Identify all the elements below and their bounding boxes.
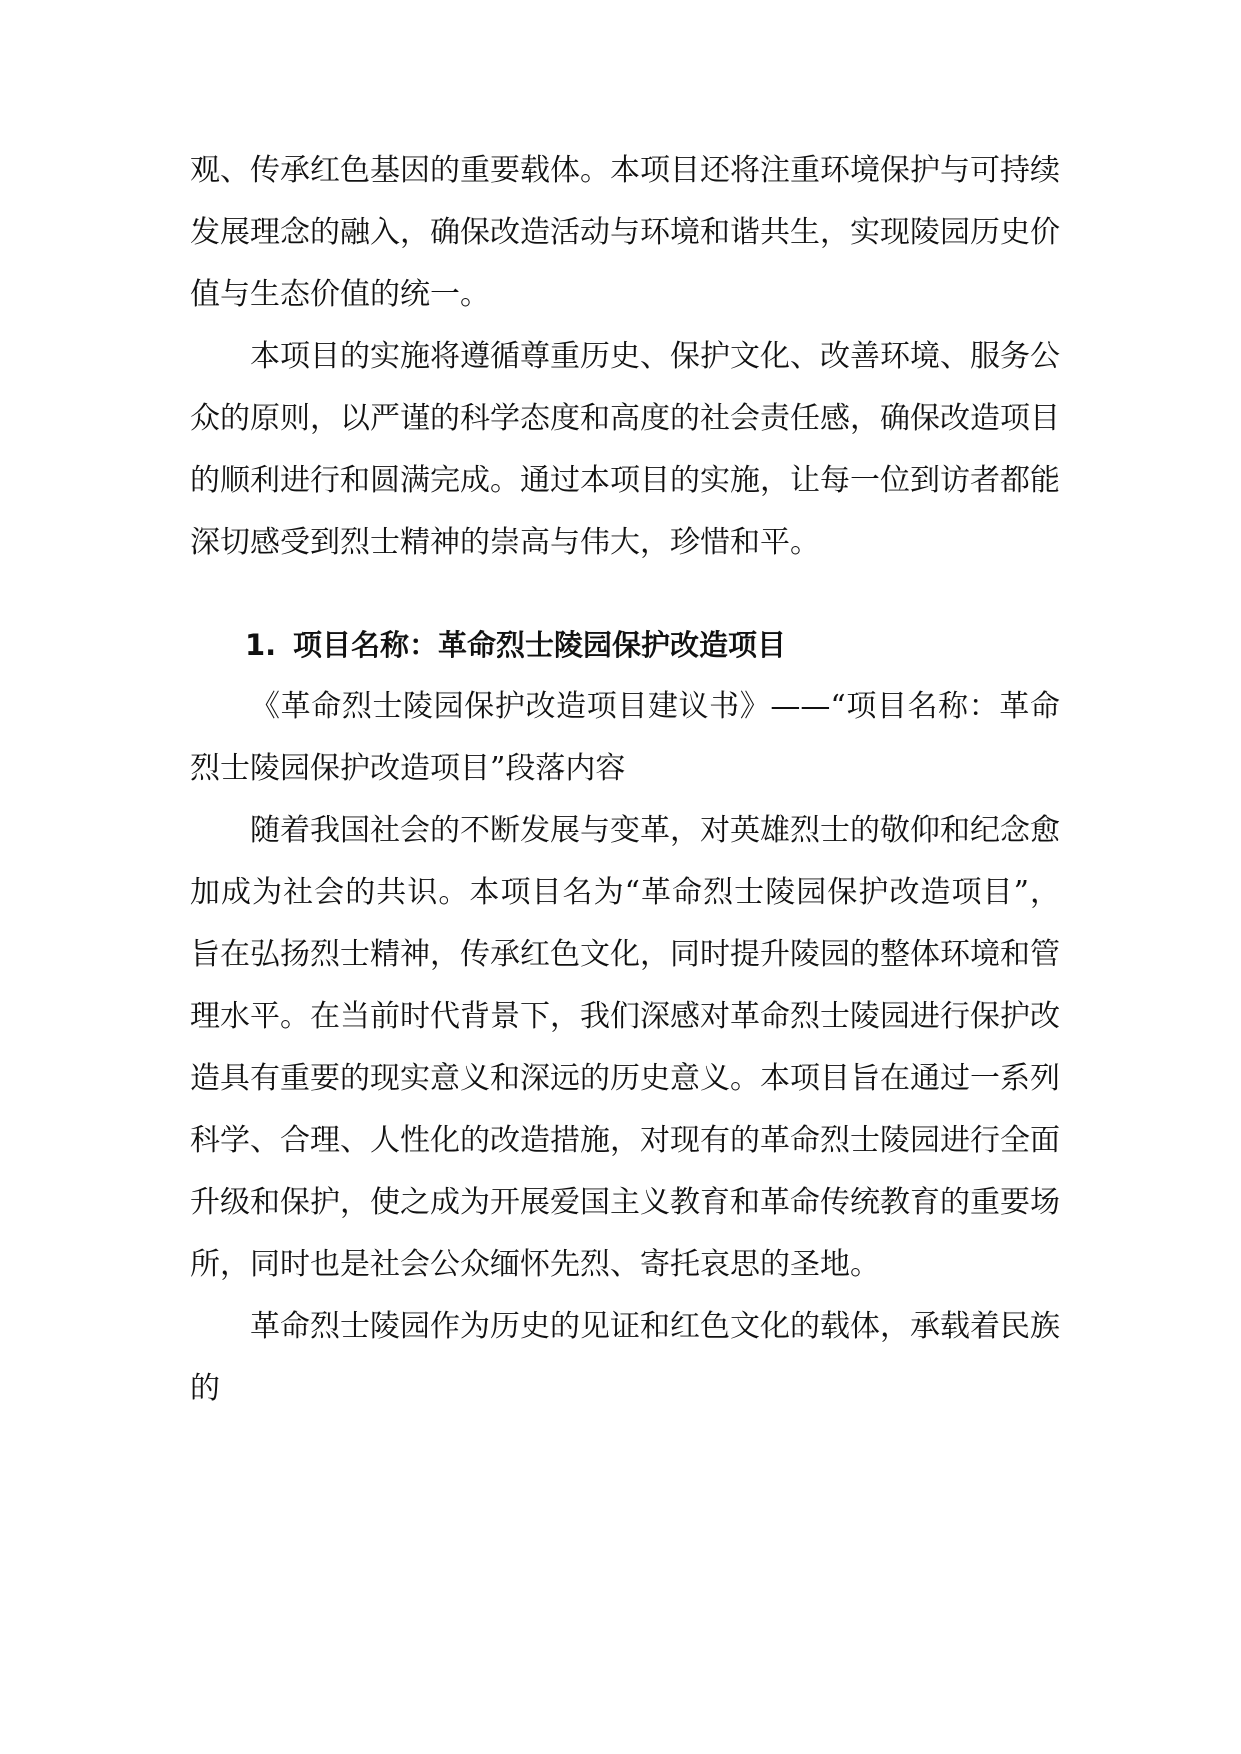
paragraph-subtitle: 《革命烈士陵园保护改造项目建议书》——“项目名称：革命烈士陵园保护改造项目”段落内容: [190, 689, 1060, 786]
section-number: 1.: [245, 628, 277, 662]
paragraph-principles: 本项目的实施将遵循尊重历史、保护文化、改善环境、服务公众的原则，以严谨的科学态度和高度的社会责任感，确保改造项目的顺利进行和圆满完成。通过本项目的实施，让每一位到访者都能深切感受到烈士精神的崇高与伟大，珍惜和平。: [190, 339, 1060, 560]
paragraph-background: 随着我国社会的不断发展与变革，对英雄烈士的敬仰和纪念愈加成为社会的共识。本项目名为“革命烈士陵园保护改造项目”，旨在弘扬烈士精神，传承红色文化，同时提升陵园的整体环境和管理水平。在当前时代背景下，我们深感对革命烈士陵园进行保护改造具有重要的现实意义和深远的历史意义。本项目旨在通过一系列科学、合理、人性化的改造措施，对现有的革命烈士陵园进行全面升级和保护，使之成为开展爱国主义教育和革命传统教育的重要场所，同时也是社会公众缅怀先烈、寄托哀思的圣地。: [190, 813, 1060, 1282]
section-heading: [190, 614, 1060, 676]
document-body: [190, 140, 1060, 1420]
paragraph-continued: 观、传承红色基因的重要载体。本项目还将注重环境保护与可持续发展理念的融入，确保改造活动与环境和谐共生，实现陵园历史价值与生态价值的统一。: [190, 153, 1060, 312]
section-title: 项目名称：革命烈士陵园保护改造项目: [293, 628, 787, 662]
paragraph-cemetery: 革命烈士陵园作为历史的见证和红色文化的载体，承载着民族的: [190, 1309, 1060, 1406]
